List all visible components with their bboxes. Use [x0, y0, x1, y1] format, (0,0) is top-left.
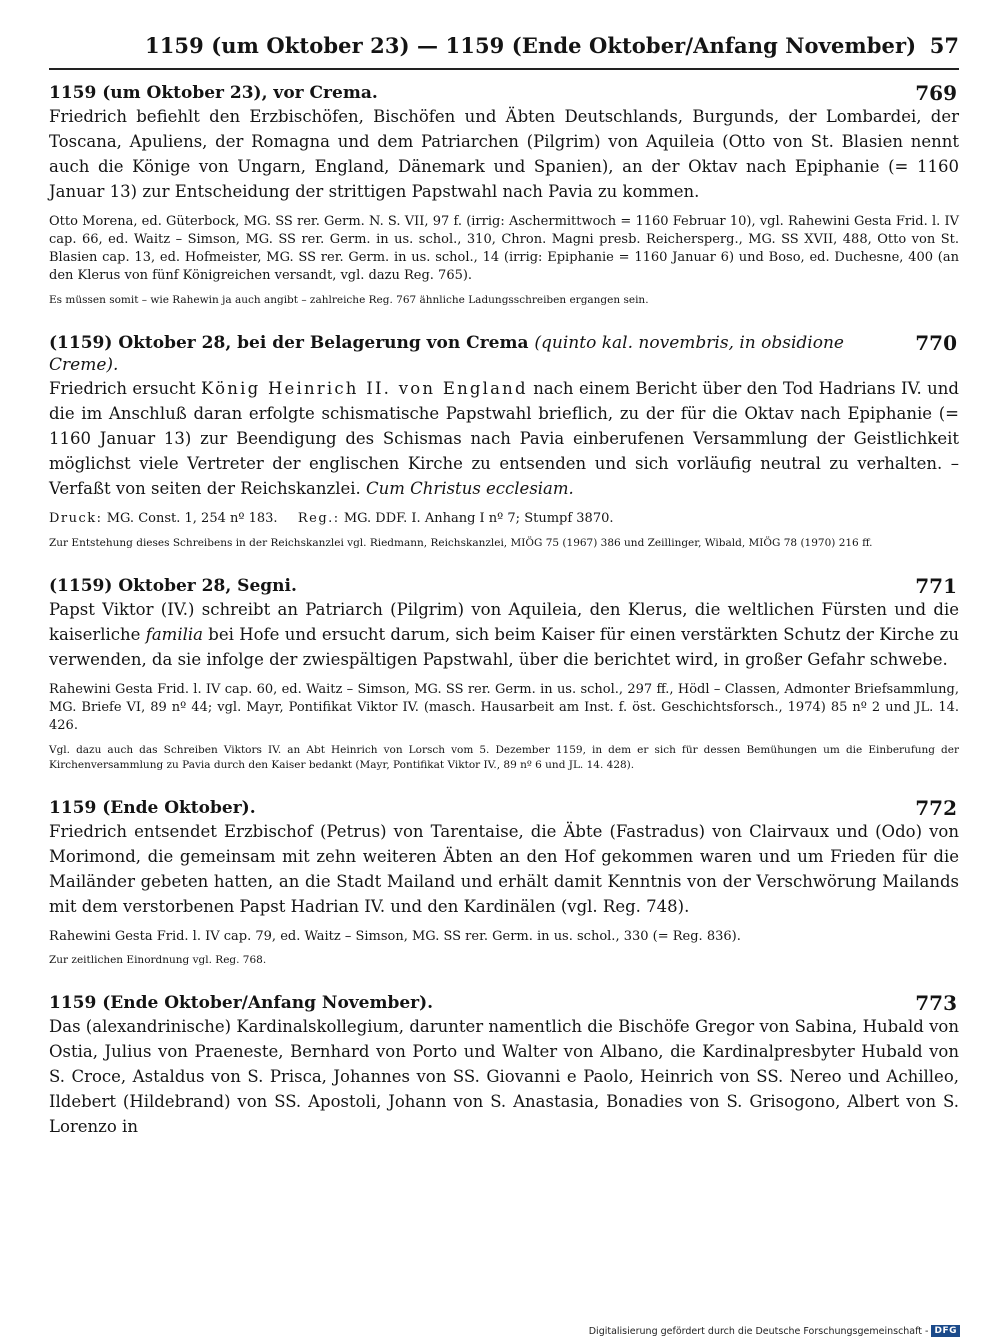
entry-heading — [49, 797, 959, 819]
druck-value: MG. Const. 1, 254 nº 183. — [106, 511, 278, 526]
entry-body-part: Papst Viktor (IV.) schreibt an Patriarch (Pilgrim) von Aquileia, den Klerus, die weltlichen Fürsten und die kaiserliche — [49, 600, 959, 644]
entry-sources: Otto Morena, ed. Güterbock, MG. SS rer. Germ. N. S. VII, 97 f. (irrig: Aschermittwoch = 1160 Februar 10), vgl. Rahewini Gesta Frid. l. IV cap. 66, ed. Waitz – Simson, MG. SS rer. Germ. in us. schol., 310, Chron. Magni presb. Reichersperg., MG. SS XVII, 488, Otto von St. Blasien cap. 13, ed. Hofmeister, MG. SS rer. Germ. in us. schol., 14 (irrig: Epiphanie = 1160 Januar 6) und Boso, ed. Duchesne, 400 (an den Klerus von fünf Königreichen versandt, vgl. dazu Reg. 765). — [49, 214, 959, 283]
entry-date-place: 1159 (um Oktober 23), vor Crema. — [49, 83, 378, 103]
entry-heading — [49, 575, 959, 597]
entry-body: Friedrich entsendet Erzbischof (Petrus) von Tarentaise, die Äbte (Fastradus) von Clairvaux und (Odo) von Morimond, die gemeinsam mit zehn weiteren Äbten an den Hof gekommen waren und um Frieden für die Mailänder gebeten hatten, an die Stadt Mailand und erhält damit Kenntnis von der Verschwörung Mailands mit dem verstorbenen Papst Hadrian IV. und den Kardinälen (vgl. Reg. 748). — [49, 822, 959, 916]
entry-heading — [49, 992, 959, 1014]
entry-print-references — [49, 510, 959, 528]
credit-text: Digitalisierung gefördert durch die Deutsche Forschungsgemeinschaft - — [588, 1325, 929, 1337]
entry-note: Es müssen somit – wie Rahewin ja auch angibt – zahlreiche Reg. 767 ähnliche Ladungsschreiben ergangen sein. — [49, 294, 649, 306]
regest-number: 772 — [915, 796, 957, 820]
regest-entry-771 — [49, 575, 959, 773]
entry-date-place: 1159 (Ende Oktober/Anfang November). — [49, 993, 434, 1013]
entry-date-place: (1159) Oktober 28, bei der Belagerung von Crema — [49, 333, 529, 353]
entry-familia-term: familia — [145, 625, 203, 644]
entry-latin-dating: (quinto kal. novembris, in obsidione Creme). — [49, 333, 844, 375]
entry-sources: Rahewini Gesta Frid. l. IV cap. 60, ed. Waitz – Simson, MG. SS rer. Germ. in us. schol., 297 ff., Hödl – Classen, Admonter Briefsammlung, MG. Briefe VI, 89 nº 44; vgl. Mayr, Pontifikat Viktor IV. (masch. Hausarbeit am Inst. f. öst. Geschichtsforsch., 1974) 85 nº 2 und JL. 14. 426. — [49, 682, 959, 733]
running-head — [49, 30, 959, 70]
entry-incipit: Cum Christus ecclesiam. — [366, 479, 574, 498]
entry-heading — [49, 332, 959, 376]
regest-number: 771 — [915, 574, 957, 598]
running-head-title: 1159 (um Oktober 23) — 1159 (Ende Oktober/Anfang November) — [145, 33, 917, 58]
entry-date-place: (1159) Oktober 28, Segni. — [49, 576, 297, 596]
regest-number: 769 — [915, 81, 957, 105]
entry-date-place: 1159 (Ende Oktober). — [49, 798, 256, 818]
reg-value: MG. DDF. I. Anhang I nº 7; Stumpf 3870. — [343, 511, 614, 526]
entry-body-part: Friedrich ersucht — [49, 379, 202, 398]
entry-body — [49, 376, 959, 501]
regest-entry-772 — [49, 797, 959, 968]
entry-note: Zur Entstehung dieses Schreibens in der Reichskanzlei vgl. Riedmann, Reichskanzlei, MIÖG 75 (1967) 386 und Zeillinger, Wibald, MIÖG 78 (1970) 216 ff. — [49, 537, 873, 549]
regest-entry-773 — [49, 992, 959, 1139]
regest-entry-769 — [49, 82, 959, 308]
entry-body: Friedrich befiehlt den Erzbischöfen, Bischöfen und Äbten Deutschlands, Burgunds, der Lombardei, der Toscana, Apuliens, der Romagna und dem Patriarchen (Pilgrim) von Aquileia (Otto von St. Blasien nennt auch die Könige von Ungarn, England, Dänemark und Spanien), an der Oktav nach Epiphanie (= 1160 Januar 13) zur Entscheidung der strittigen Papstwahl nach Pavia zu kommen. — [49, 107, 959, 201]
reg-label: Reg.: — [297, 511, 340, 526]
entry-body-part: nach einem Bericht über den Tod Hadrians IV. und die im Anschluß daran erfolgte schismatische Papstwahl brieflich, zu der für die Oktav nach Epiphanie (= 1160 Januar 13) zur Beendigung des Schismas nach Pavia einberufenen Versammlung der Geistlichkeit möglichst viele Vertreter der englischen Kirche zu entsenden und sich vorläufig neutral zu verhalten. – Verfaßt von seiten der Reichskanzlei. — [49, 379, 959, 498]
entry-body: Das (alexandrinische) Kardinalskollegium, darunter namentlich die Bischöfe Gregor von Sabina, Hubald von Ostia, Julius von Praeneste, Bernhard von Porto und Walter von Albano, die Kardinalpresbyter Hubald von S. Croce, Astaldus von S. Prisca, Johannes von SS. Giovanni e Paolo, Heinrich von SS. Nereo und Achilleo, Ildebert (Hildebrand) von SS. Apostoli, Johann von S. Anastasia, Bonadies von S. Grisogono, Albert von S. Lorenzo in — [49, 1017, 959, 1136]
entry-body — [49, 597, 959, 672]
druck-label: Druck: — [49, 511, 103, 526]
entry-note: Vgl. dazu auch das Schreiben Viktors IV. an Abt Heinrich von Lorsch vom 5. Dezember 1159, in dem er sich für dessen Bemühungen um die Einberufung der Kirchenversammlung zu Pavia durch den Kaiser bedankt (Mayr, Pontifikat Viktor IV., 89 nº 6 und JL. 14. 428). — [49, 744, 959, 771]
entry-note: Zur zeitlichen Einordnung vgl. Reg. 768. — [49, 954, 267, 966]
page-number: 57 — [929, 33, 959, 58]
document-page — [49, 30, 959, 1139]
entry-heading — [49, 82, 959, 104]
regest-number: 770 — [915, 331, 957, 355]
digitization-credit — [589, 1325, 960, 1337]
entry-body-part: bei Hofe und ersucht darum, sich beim Kaiser für einen verstärkten Schutz der Kirche zu verwenden, da sie infolge der zwiespältigen Papstwahl, über die berichtet wird, in großer Gefahr schwebe. — [49, 625, 959, 669]
regest-entry-770 — [49, 332, 959, 551]
dfg-logo: DFG — [931, 1325, 960, 1337]
entry-sources: Rahewini Gesta Frid. l. IV cap. 79, ed. Waitz – Simson, MG. SS rer. Germ. in us. schol., 330 (= Reg. 836). — [49, 929, 741, 944]
entry-recipient: König Heinrich II. von England — [201, 379, 528, 398]
regest-number: 773 — [915, 991, 957, 1015]
